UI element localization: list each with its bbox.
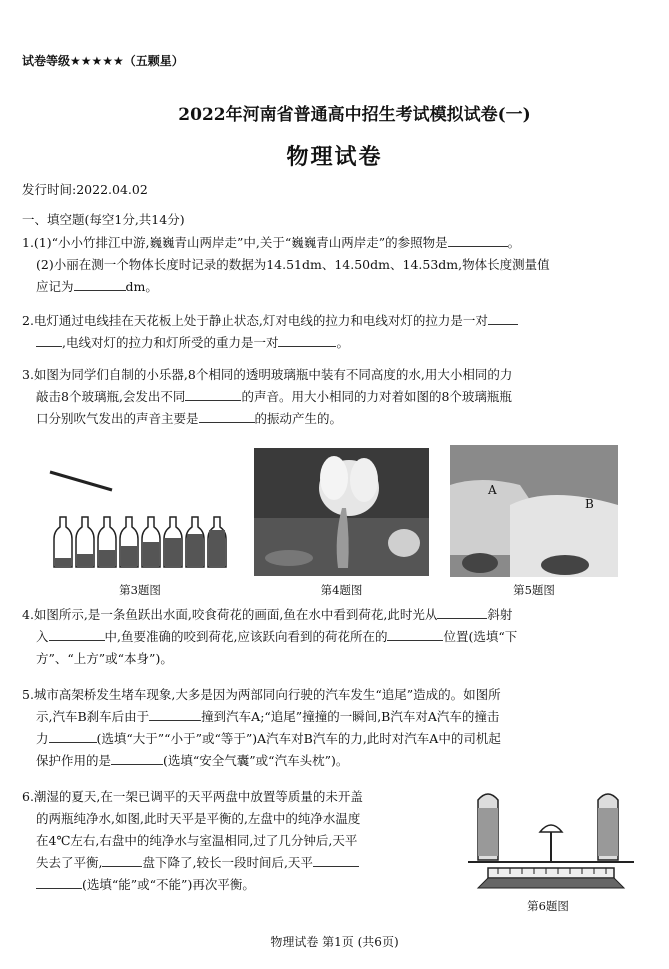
answer-blank[interactable] bbox=[185, 388, 241, 401]
answer-blank[interactable] bbox=[313, 854, 359, 867]
q1a-end: 。 bbox=[507, 235, 521, 250]
q4-text-3: 入 bbox=[36, 629, 49, 644]
q2-text-2: ,电线对灯的拉力和灯所受的重力是一对 bbox=[62, 335, 279, 350]
q4-text-6: 方”、“上方”或“本身”)。 bbox=[36, 651, 173, 666]
q5-text-3: 撞到汽车A;“追尾”撞撞的一瞬间,B汽车对A汽车的撞击 bbox=[201, 709, 500, 724]
fig6-caption: 第6题图 bbox=[527, 899, 569, 913]
q5-text-2: 示,汽车B刹车后由于 bbox=[36, 709, 150, 724]
question-3 bbox=[22, 364, 642, 430]
collision-photo bbox=[450, 445, 618, 577]
q6-text-6: (选填“能”或“不能”)再次平衡。 bbox=[82, 877, 255, 892]
q6-text-3: 在4℃左右,右盘中的纯净水与室温相同,过了几分钟后,天平 bbox=[36, 833, 358, 848]
q1b-text-2: 应记为 bbox=[36, 279, 74, 294]
q2-end: 。 bbox=[336, 335, 349, 350]
question-6 bbox=[22, 786, 452, 896]
answer-blank[interactable] bbox=[199, 410, 255, 423]
cars-illustration bbox=[450, 445, 618, 577]
bottle bbox=[142, 517, 160, 567]
answer-blank[interactable] bbox=[149, 708, 201, 721]
q3-text-5: 的振动产生的。 bbox=[254, 411, 343, 426]
bottle bbox=[208, 517, 226, 567]
fig4-caption: 第4题图 bbox=[320, 583, 363, 597]
answer-blank[interactable] bbox=[387, 628, 443, 641]
bottle bbox=[120, 517, 138, 567]
answer-blank[interactable] bbox=[448, 234, 508, 247]
bottle bbox=[76, 517, 94, 567]
q6-text-4: 失去了平衡, bbox=[36, 855, 103, 870]
question-2 bbox=[22, 310, 642, 354]
exam-title: 2022年河南省普通高中招生考试模拟试卷(一) bbox=[178, 105, 531, 125]
q3-text-4: 口分别吹气发出的声音主要是 bbox=[36, 411, 199, 426]
stick bbox=[50, 472, 112, 490]
balance-base bbox=[478, 878, 624, 888]
balance-figure bbox=[458, 788, 644, 898]
right-water-bottle bbox=[598, 794, 618, 860]
answer-blank[interactable] bbox=[36, 334, 62, 347]
exam-rating: 试卷等级★★★★★（五颗星） bbox=[22, 54, 184, 68]
q6-text-2: 的两瓶纯净水,如图,此时天平是平衡的,左盘中的纯净水温度 bbox=[36, 811, 361, 826]
q5-text-6: 保护作用的是 bbox=[36, 753, 112, 768]
q4-text-5: 位置(选填“下 bbox=[443, 629, 518, 644]
q1a-text: 1.(1)“小小竹排江中游,巍巍青山两岸走”中,关于“巍巍青山两岸走”的参照物是 bbox=[22, 235, 448, 250]
section-heading: 一、填空题(每空1分,共14分) bbox=[22, 212, 185, 227]
bottle-row bbox=[54, 517, 226, 567]
page-footer: 物理试卷 第1页 (共6页) bbox=[270, 935, 399, 949]
q4-text-1: 4.如图所示,是一条鱼跃出水面,咬食荷花的画面,鱼在水中看到荷花,此时光从 bbox=[22, 607, 438, 622]
question-1 bbox=[22, 232, 642, 298]
left-water-bottle bbox=[478, 794, 498, 860]
answer-blank[interactable] bbox=[36, 876, 82, 889]
answer-blank[interactable] bbox=[49, 628, 105, 641]
q2-text-1: 2.电灯通过电线挂在天花板上处于静止状态,灯对电线的拉力和电线对灯的拉力是一对 bbox=[22, 313, 488, 328]
fig5-caption: 第5题图 bbox=[513, 583, 555, 597]
bottles-figure bbox=[40, 462, 240, 572]
answer-blank[interactable] bbox=[437, 606, 487, 619]
q5-text-7: (选填“安全气囊”或“汽车头枕”)。 bbox=[163, 753, 349, 768]
q6-text-5: 盘下降了,较长一段时间后,天平 bbox=[142, 855, 313, 870]
bottle bbox=[98, 517, 116, 567]
car-a-label: A bbox=[488, 483, 497, 497]
pointer-dial bbox=[540, 825, 562, 832]
q6-text-1: 6.潮湿的夏天,在一架已调平的天平两盘中放置等质量的未开盖 bbox=[22, 789, 363, 804]
answer-blank[interactable] bbox=[49, 730, 97, 743]
q5-text-4: 力 bbox=[36, 731, 49, 746]
answer-blank[interactable] bbox=[102, 854, 142, 867]
q5-text-5: (选填“大于”“小于”或“等于”)A汽车对B汽车的力,此时对汽车A中的司机起 bbox=[96, 731, 501, 746]
q3-text-3: 的声音。用大小相同的力对着如图的8个玻璃瓶瓶 bbox=[241, 389, 512, 404]
answer-blank[interactable] bbox=[74, 278, 126, 291]
bottle bbox=[54, 517, 72, 567]
q3-text-1: 3.如图为同学们自制的小乐器,8个相同的透明玻璃瓶中装有不同高度的水,用大小相同的力 bbox=[22, 367, 513, 382]
answer-blank[interactable] bbox=[278, 334, 336, 347]
bottle bbox=[186, 517, 204, 567]
fish-lotus-photo bbox=[254, 448, 429, 576]
fig3-caption: 第3题图 bbox=[119, 583, 161, 597]
car-b-label: B bbox=[585, 497, 594, 511]
q3-text-2: 敲击8个玻璃瓶,会发出不同 bbox=[36, 389, 186, 404]
answer-blank[interactable] bbox=[111, 752, 163, 765]
scale-ruler bbox=[488, 868, 614, 878]
subject-title: 物理试卷 bbox=[286, 144, 383, 170]
issue-date: 发行时间:2022.04.02 bbox=[22, 182, 148, 197]
bottle bbox=[164, 517, 182, 567]
q5-text-1: 5.城市高架桥发生堵车现象,大多是因为两部同向行驶的汽车发生“追尾”造成的。如图所 bbox=[22, 687, 501, 702]
q1b-unit: dm。 bbox=[125, 279, 158, 294]
question-5 bbox=[22, 684, 642, 772]
answer-blank[interactable] bbox=[488, 312, 518, 325]
q4-text-2: 斜射 bbox=[487, 607, 513, 622]
question-4 bbox=[22, 604, 642, 670]
q1b-text: (2)小丽在测一个物体长度时记录的数据为14.51dm、14.50dm、14.53dm,物体长度测量值 bbox=[36, 257, 550, 272]
q4-text-4: 中,鱼要准确的咬到荷花,应该跃向看到的荷花所在的 bbox=[104, 629, 388, 644]
